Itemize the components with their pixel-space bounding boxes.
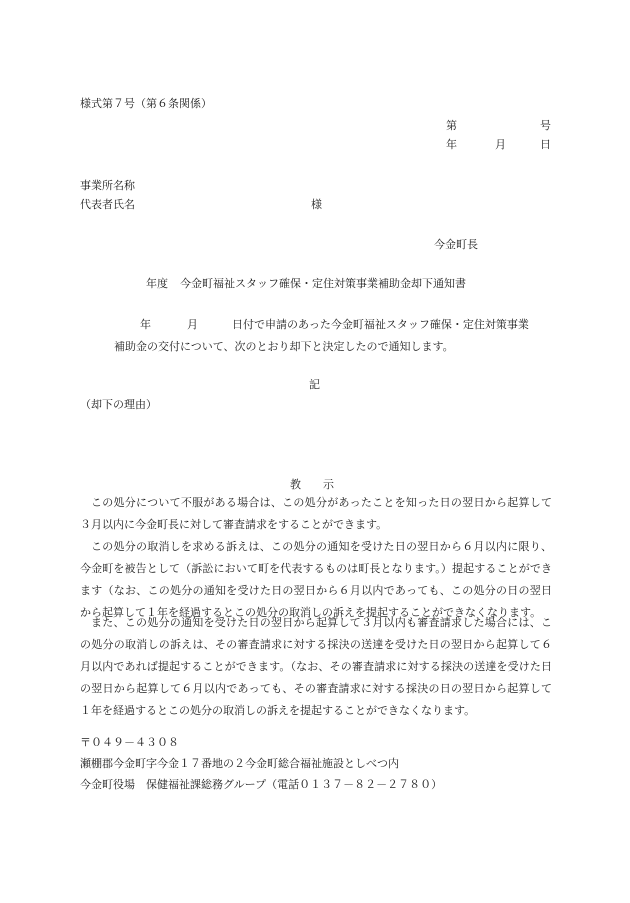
doc-number-prefix: 第: [446, 119, 457, 132]
sender-name: 今金町長: [434, 238, 478, 251]
contact-department: 今金町役場 保健福祉課総務グループ（電話０１３７－８２－２７８０）: [80, 778, 443, 791]
address: 瀬棚郡今金町字今金１７番地の２今金町総合福祉施設としべつ内: [80, 757, 399, 770]
representative-name-label: 代表者氏名: [80, 198, 135, 211]
rejection-reason-label: （却下の理由）: [80, 398, 157, 411]
date-year: 年: [446, 138, 457, 151]
form-number: 様式第７号（第６条関係）: [80, 97, 212, 110]
document-title: 今金町福祉スタッフ確保・定住対策事業補助金却下通知書: [180, 277, 466, 290]
body-month: 月: [187, 318, 198, 331]
instruction-paragraph-2: この処分の取消しを求める訴えは、この処分の通知を受けた日の翌日から６月以内に限り、今金町を被告として（訴訟において町を代表するものは町長となります。）提起することができます（なお、この処分の通知を受けた日の翌日から６月以内であっても、この処分の日の翌日から起算して１年を経過するとこの処分の取消しの訴えを提起することができなくなります。: [80, 540, 552, 619]
date-day: 日: [540, 138, 551, 151]
date-month: 月: [495, 138, 506, 151]
office-name-label: 事業所名称: [80, 179, 135, 192]
instruction-paragraph-1: この処分について不服がある場合は、この処分があったことを知った日の翌日から起算して３月以内に今金町長に対して審査請求をすることができます。: [80, 496, 552, 531]
honorific: 様: [311, 198, 322, 211]
doc-number-suffix: 号: [540, 119, 551, 132]
instruction-heading: 教 示: [290, 478, 334, 491]
body-year: 年: [140, 318, 151, 331]
title-year: 年度: [146, 277, 168, 290]
postal-code: 〒０４９－４３０８: [80, 736, 179, 749]
body-line-2: 補助金の交付について、次のとおり却下と決定したので通知します。: [114, 340, 454, 353]
instruction-paragraph-3: また、この処分の通知を受けた日の翌日から起算して３月以内も審査請求した場合には、この処分の取消しの訴えは、その審査請求に対する採決の送達を受けた日の翌日から起算して６月以内であれば提起することができます。（なお、その審査請求に対する採決の送達を受けた日の翌日から起算して６月以内であっても、その審査請求に対する採決の日の翌日から起算して１年を経過するとこの処分の取消しの訴えを提起することができなくなります。: [80, 616, 552, 717]
record-heading: 記: [309, 378, 320, 391]
body-line-1: 日付で申請のあった今金町福祉スタッフ確保・定住対策事業: [232, 318, 529, 331]
